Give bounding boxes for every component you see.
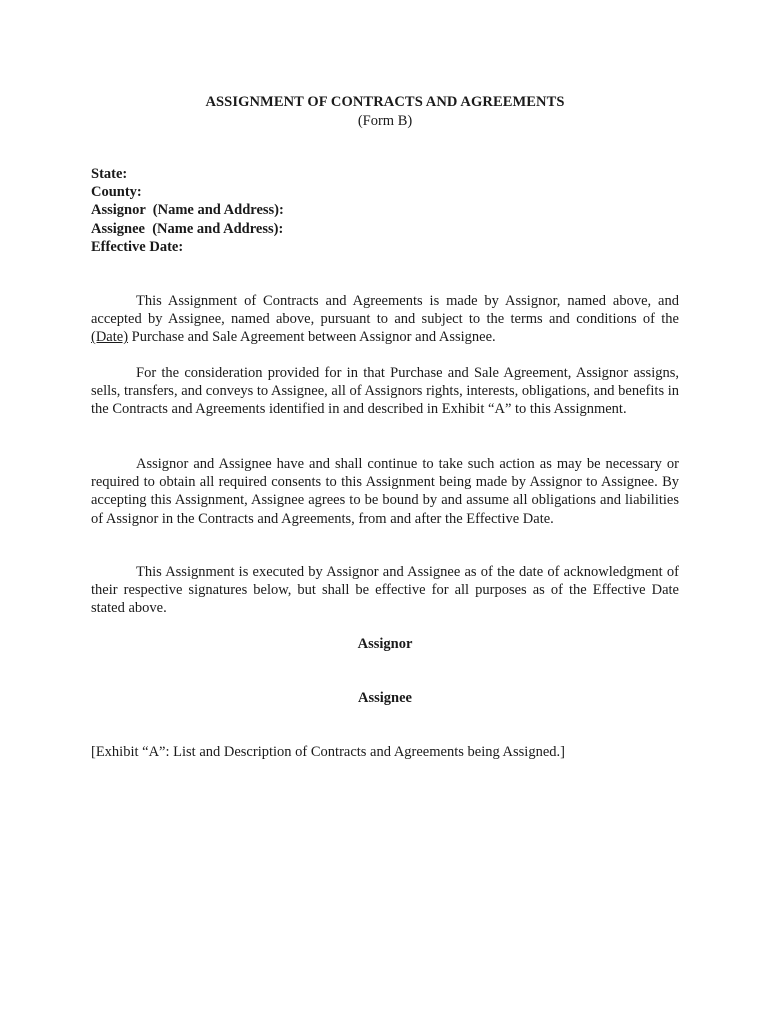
paragraph-2-text: For the consideration provided for in that Purchase and Sale Agreement, Assignor assigns, sells, transfers, and conveys to Assignee, all of Assignors rights, interests, obligations, and benefits in the Contracts and Agreements identified in and described in Exhibit “A” to this Assignment. bbox=[91, 365, 679, 418]
paragraph-1-rest: Purchase and Sale Agreement between Assignor and Assignee. bbox=[128, 329, 496, 346]
paragraph-1-date: (Date) bbox=[91, 329, 129, 346]
header-fields bbox=[91, 165, 284, 256]
title-block bbox=[0, 93, 770, 131]
paragraph-4-text: This Assignment is executed by Assignor and Assignee as of the date of acknowledgment of their respective signatures below, but shall be effective for all purposes as of the Effective Date stated above. bbox=[91, 564, 679, 617]
field-assignor: Assignor (Name and Address): bbox=[91, 202, 284, 219]
paragraph-3 bbox=[91, 455, 679, 528]
paragraph-3-text: Assignor and Assignee have and shall continue to take such action as may be necessary or required to obtain all required consents to this Assignment being made by Assignor to Assignee. By accepting this Assignment, Assignee agrees to be bound by and assume all obligations and liabilities of Assignor in the Contracts and Agreements, from and after the Effective Date. bbox=[91, 456, 679, 527]
field-assignee: Assignee (Name and Address): bbox=[91, 220, 284, 237]
field-state: State: bbox=[91, 166, 128, 182]
field-effective-date: Effective Date: bbox=[91, 238, 184, 255]
field-county: County: bbox=[91, 184, 142, 201]
paragraph-1-text: This Assignment of Contracts and Agreements is made by Assignor, named above, and accepted by Assignee, named above, pursuant to and subject to the terms and conditions of the bbox=[91, 293, 679, 328]
form-label: (Form B) bbox=[357, 113, 413, 129]
paragraph-4 bbox=[91, 563, 679, 618]
document-title: ASSIGNMENT OF CONTRACTS AND AGREEMENTS bbox=[205, 94, 565, 110]
exhibit-note: [Exhibit “A”: List and Description of Contracts and Agreements being Assigned.] bbox=[91, 744, 565, 760]
signature-assignor-label: Assignor bbox=[357, 636, 413, 652]
signature-assignee-label: Assignee bbox=[358, 690, 412, 706]
paragraph-2 bbox=[91, 364, 679, 419]
paragraph-1 bbox=[91, 292, 679, 347]
